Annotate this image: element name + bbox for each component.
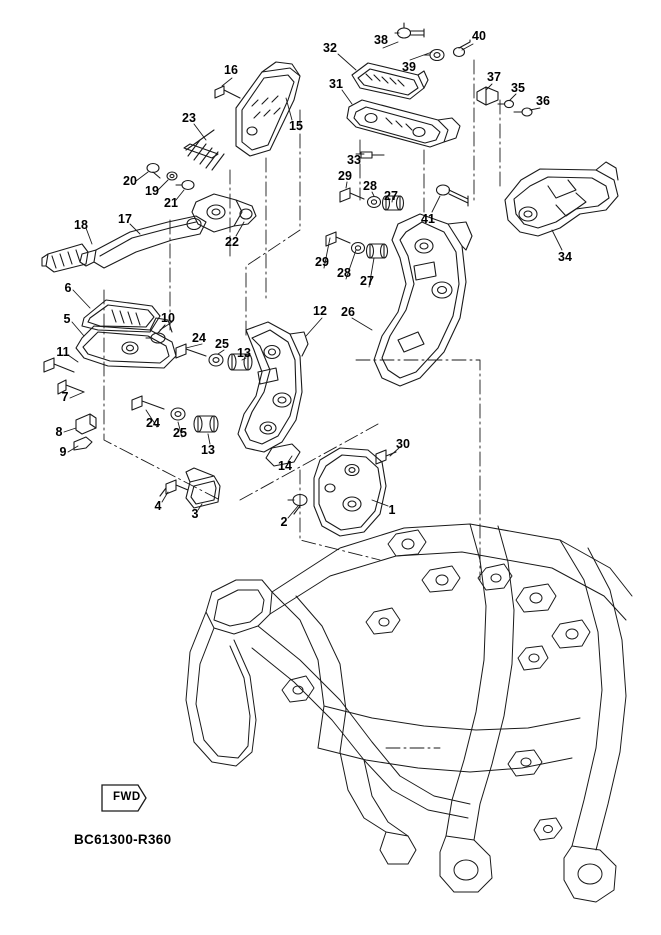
callout-number-1: 1 <box>388 502 396 517</box>
washer-28-upper <box>368 197 381 208</box>
callout-number-14: 14 <box>278 458 292 473</box>
callout-number-39: 39 <box>402 59 416 74</box>
fastener-4 <box>160 480 188 496</box>
callout-number-28: 28 <box>363 178 377 193</box>
washer-28-lower <box>352 243 365 254</box>
callout-number-31: 31 <box>329 76 343 91</box>
callout-number-8: 8 <box>55 424 63 439</box>
callout-number-21: 21 <box>164 195 178 210</box>
part-22-pivot-plate <box>192 194 256 232</box>
callout-number-27: 27 <box>384 188 398 203</box>
fastener-39 <box>424 50 444 61</box>
fastener-36 <box>514 108 532 116</box>
callout-number-19: 19 <box>145 183 159 198</box>
fwd-label: FWD <box>113 791 141 803</box>
callout-number-35: 35 <box>511 80 525 95</box>
callout-number-6: 6 <box>64 280 72 295</box>
callout-number-36: 36 <box>536 93 550 108</box>
fastener-38 <box>395 23 424 38</box>
part-3-stopper <box>186 468 220 508</box>
callout-number-29: 29 <box>315 254 329 269</box>
callout-number-29: 29 <box>338 168 352 183</box>
fastener-20 <box>147 164 160 179</box>
part-6-footrest-rubber-left <box>82 300 160 332</box>
callout-number-18: 18 <box>74 217 88 232</box>
fastener-19 <box>167 172 177 180</box>
fastener-24-lower <box>132 396 164 410</box>
washer-25-upper <box>209 354 223 366</box>
fastener-37 <box>477 87 498 105</box>
fastener-2 <box>288 495 307 515</box>
part-code-label: BC61300-R360 <box>74 832 172 847</box>
fastener-21 <box>176 181 194 190</box>
assembly-guides <box>104 60 500 748</box>
collar-27-lower <box>367 244 388 258</box>
callout-number-7: 7 <box>61 389 69 404</box>
callout-number-10: 10 <box>161 310 175 325</box>
part-23-spring <box>184 130 224 170</box>
callout-number-22: 22 <box>225 234 239 249</box>
fastener-8 <box>76 414 96 434</box>
fastener-33 <box>361 152 384 158</box>
part-15-heel-plate <box>236 62 300 156</box>
callout-number-34: 34 <box>558 249 572 264</box>
fastener-40 <box>454 40 471 57</box>
callout-number-9: 9 <box>59 444 67 459</box>
callout-number-2: 2 <box>280 514 288 529</box>
callout-number-15: 15 <box>289 118 303 133</box>
fwd-badge <box>100 783 148 813</box>
callout-number-24: 24 <box>146 415 160 430</box>
callout-number-30: 30 <box>396 436 410 451</box>
callout-number-40: 40 <box>472 28 486 43</box>
fastener-24-upper <box>176 344 206 358</box>
callout-number-41: 41 <box>421 211 435 226</box>
callout-number-11: 11 <box>56 344 70 359</box>
callout-number-26: 26 <box>341 304 355 319</box>
part-31-footrest-bracket <box>347 100 460 147</box>
part-34-passenger-bracket <box>505 162 618 236</box>
callout-number-25: 25 <box>215 336 229 351</box>
collar-13-lower <box>194 416 218 432</box>
fastener-16 <box>215 86 240 98</box>
part-1-side-plate <box>314 448 386 536</box>
washer-25-lower <box>171 408 185 420</box>
callout-number-12: 12 <box>313 303 327 318</box>
part-17-brake-pedal <box>80 216 206 268</box>
callout-number-25: 25 <box>173 425 187 440</box>
callout-number-28: 28 <box>337 265 351 280</box>
callout-number-38: 38 <box>374 32 388 47</box>
fastener-11 <box>44 358 74 372</box>
callout-number-32: 32 <box>323 40 337 55</box>
callout-number-37: 37 <box>487 69 501 84</box>
fastener-30 <box>376 450 396 464</box>
callout-number-3: 3 <box>191 506 199 521</box>
callout-number-33: 33 <box>347 152 361 167</box>
callout-number-13: 13 <box>201 442 215 457</box>
callout-number-16: 16 <box>224 62 238 77</box>
callout-number-17: 17 <box>118 211 132 226</box>
fastener-41 <box>437 185 469 206</box>
callout-number-20: 20 <box>123 173 137 188</box>
motorcycle-frame <box>186 524 632 902</box>
part-12-left-bracket <box>238 322 308 452</box>
fastener-9 <box>74 437 92 450</box>
part-32-footrest-rubber <box>352 59 428 99</box>
callout-number-4: 4 <box>154 498 162 513</box>
callout-number-13: 13 <box>237 345 251 360</box>
callout-number-24: 24 <box>192 330 206 345</box>
callout-number-5: 5 <box>63 311 71 326</box>
callout-number-23: 23 <box>182 110 196 125</box>
callout-number-27: 27 <box>360 273 374 288</box>
